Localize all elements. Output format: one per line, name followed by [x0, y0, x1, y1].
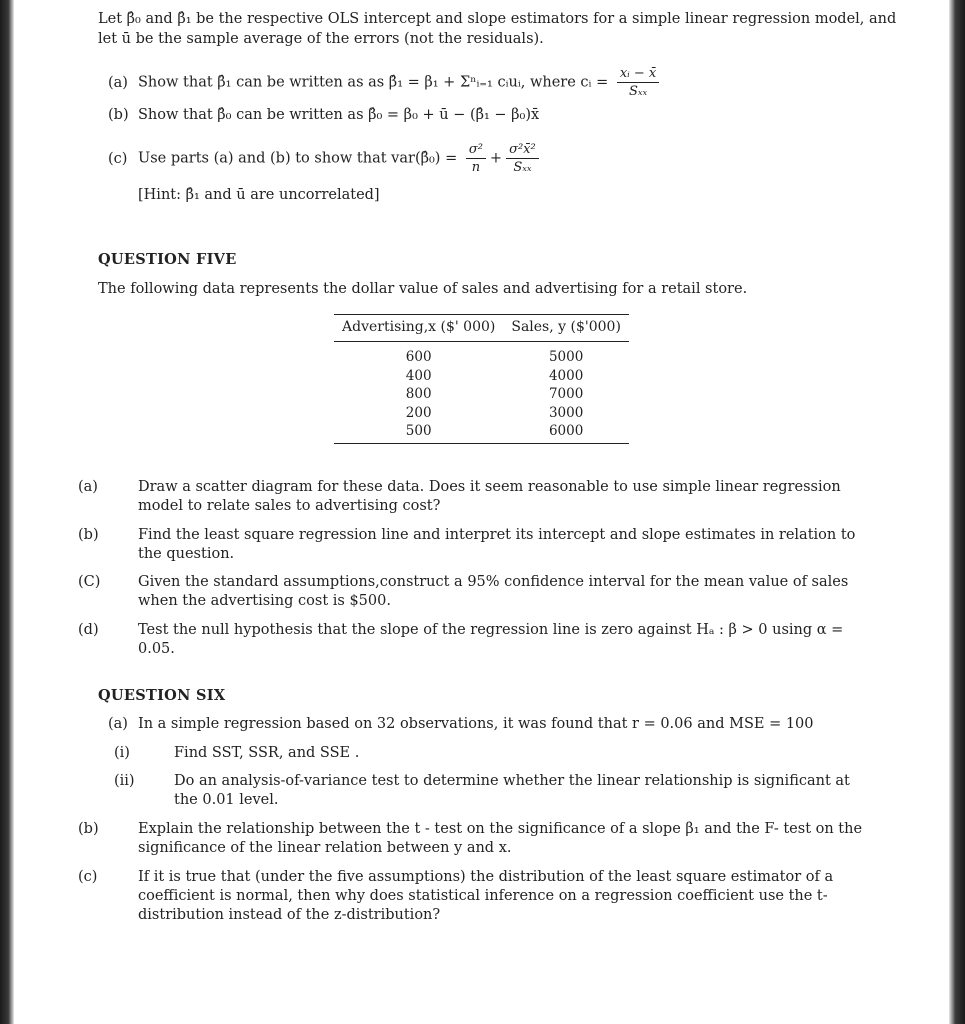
- q6-part-b-text: Explain the relationship between the t - test on the significance of a slope β₁ and the F- test on the significance of the linear relation between y and x.: [138, 821, 863, 856]
- table-cell-advertising: 600: [405, 349, 432, 365]
- q5-part-b-text: Find the least square regression line and interpret its intercept and slope estimates in relation to the question.: [138, 527, 856, 562]
- table-cell-sales: 7000: [548, 386, 584, 403]
- table-cell-advertising: 800: [405, 386, 432, 403]
- q5-part-a-text: Draw a scatter diagram for these data. Does it seem reasonable to use simple linear regression model to relate sales to advertising cost?: [138, 479, 841, 514]
- table-row: [334, 404, 629, 423]
- variance-fraction-1-denominator: n: [471, 160, 481, 175]
- table-header-row: [334, 315, 629, 342]
- table-cell-advertising: 400: [405, 367, 432, 384]
- q6-part-b-label: (b): [78, 821, 99, 837]
- q4-hint: [Hint: β̂₁ and ū are uncorrelated]: [138, 187, 380, 203]
- plus-sign: +: [489, 150, 503, 167]
- table-row: [334, 342, 629, 367]
- q6-part-c: [78, 868, 868, 925]
- table-cell-sales: 4000: [548, 367, 584, 384]
- sales-advertising-table: [334, 314, 629, 444]
- q4-part-a: [108, 66, 663, 99]
- q5-part-a-label: (a): [78, 479, 98, 495]
- q6-part-a-ii-label: (ii): [114, 773, 135, 789]
- table-cell-sales: 6000: [503, 422, 629, 443]
- q6-part-a-i: [114, 744, 868, 763]
- q5-part-c-label: (C): [78, 574, 101, 590]
- table-row: [334, 422, 629, 443]
- variance-fraction-1: [466, 142, 486, 175]
- c-i-numerator: xᵢ − x̄: [617, 66, 659, 83]
- table-cell-sales: 3000: [548, 404, 584, 421]
- q6-part-a-i-label: (i): [114, 745, 130, 761]
- q4-part-c: [108, 142, 543, 175]
- q4-part-a-text: Show that β̂₁ can be written as as β̂₁ = β₁ + Σⁿᵢ₌₁ cᵢuᵢ, where cᵢ =: [138, 74, 609, 91]
- q5-part-d: [78, 621, 868, 659]
- intro-line-1: Let β̂₀ and β̂₁ be the respective OLS intercept and slope estimators for a simple linear regression model, and: [98, 11, 897, 27]
- c-i-fraction: [617, 66, 659, 99]
- variance-fraction-1-numerator: σ²: [466, 142, 486, 159]
- question-five-heading: QUESTION FIVE: [98, 251, 237, 268]
- q4-part-b-label: (b): [108, 107, 129, 123]
- q5-part-b: [78, 526, 868, 564]
- table-cell-advertising: 500: [334, 422, 503, 443]
- q6-part-a-label: (a): [108, 716, 128, 732]
- variance-fraction-2: [506, 142, 539, 175]
- q4-part-c-text: Use parts (a) and (b) to show that var(β̂₀) =: [138, 150, 458, 167]
- c-i-denominator: Sₓₓ: [628, 84, 648, 99]
- q6-part-a-ii-text: Do an analysis-of-variance test to determine whether the linear relationship is significant at the 0.01 level.: [174, 773, 850, 808]
- table-cell-advertising: 200: [405, 404, 432, 421]
- q6-part-a-text: In a simple regression based on 32 observations, it was found that r = 0.06 and MSE = 100: [138, 716, 814, 732]
- table-row: [334, 367, 629, 386]
- question-six-heading: QUESTION SIX: [98, 687, 226, 704]
- q6-part-a-ii: [114, 772, 868, 810]
- scan-edge-right: [949, 0, 965, 1024]
- table-row: [334, 385, 629, 404]
- q5-part-c: [78, 573, 868, 611]
- intro-line-2: let ū be the sample average of the errors (not the residuals).: [98, 31, 544, 47]
- q6-part-a-i-text: Find SST, SSR, and SSE .: [174, 745, 360, 761]
- q6-part-b: [78, 820, 868, 858]
- table-cell-sales: 5000: [548, 349, 584, 365]
- q4-part-b: [108, 106, 539, 125]
- q5-part-b-label: (b): [78, 527, 99, 543]
- q6-part-a: [108, 715, 814, 734]
- table-header-sales: Sales, y ($'000): [503, 315, 629, 342]
- q5-part-d-label: (d): [78, 622, 99, 638]
- variance-fraction-2-denominator: Sₓₓ: [513, 160, 532, 175]
- q5-part-d-text: Test the null hypothesis that the slope of the regression line is zero against Hₐ : β > 0 using α = 0.05.: [138, 622, 844, 657]
- scan-edge-left: [0, 0, 14, 1024]
- q4-part-a-label: (a): [108, 74, 128, 91]
- q5-part-c-text: Given the standard assumptions,construct a 95% confidence interval for the mean value of sales when the advertising cost is $500.: [138, 574, 849, 609]
- q6-part-c-text: If it is true that (under the five assumptions) the distribution of the least square estimator of a coefficient is normal, then why does statistical inference on a regression coefficient use the t-distribution instead of the z-distribution?: [138, 869, 834, 923]
- variance-fraction-2-numerator: σ²x̄²: [506, 142, 539, 159]
- q4-part-c-label: (c): [108, 150, 128, 167]
- question-five-intro: The following data represents the dollar value of sales and advertising for a retail store.: [98, 281, 748, 297]
- q6-part-c-label: (c): [78, 869, 98, 885]
- q5-part-a: [78, 478, 868, 516]
- q4-part-b-text: Show that β̂₀ can be written as β̂₀ = β₀ + ū − (β̂₁ − β₀)x̄: [138, 107, 540, 123]
- table-header-advertising: Advertising,x ($' 000): [334, 315, 503, 342]
